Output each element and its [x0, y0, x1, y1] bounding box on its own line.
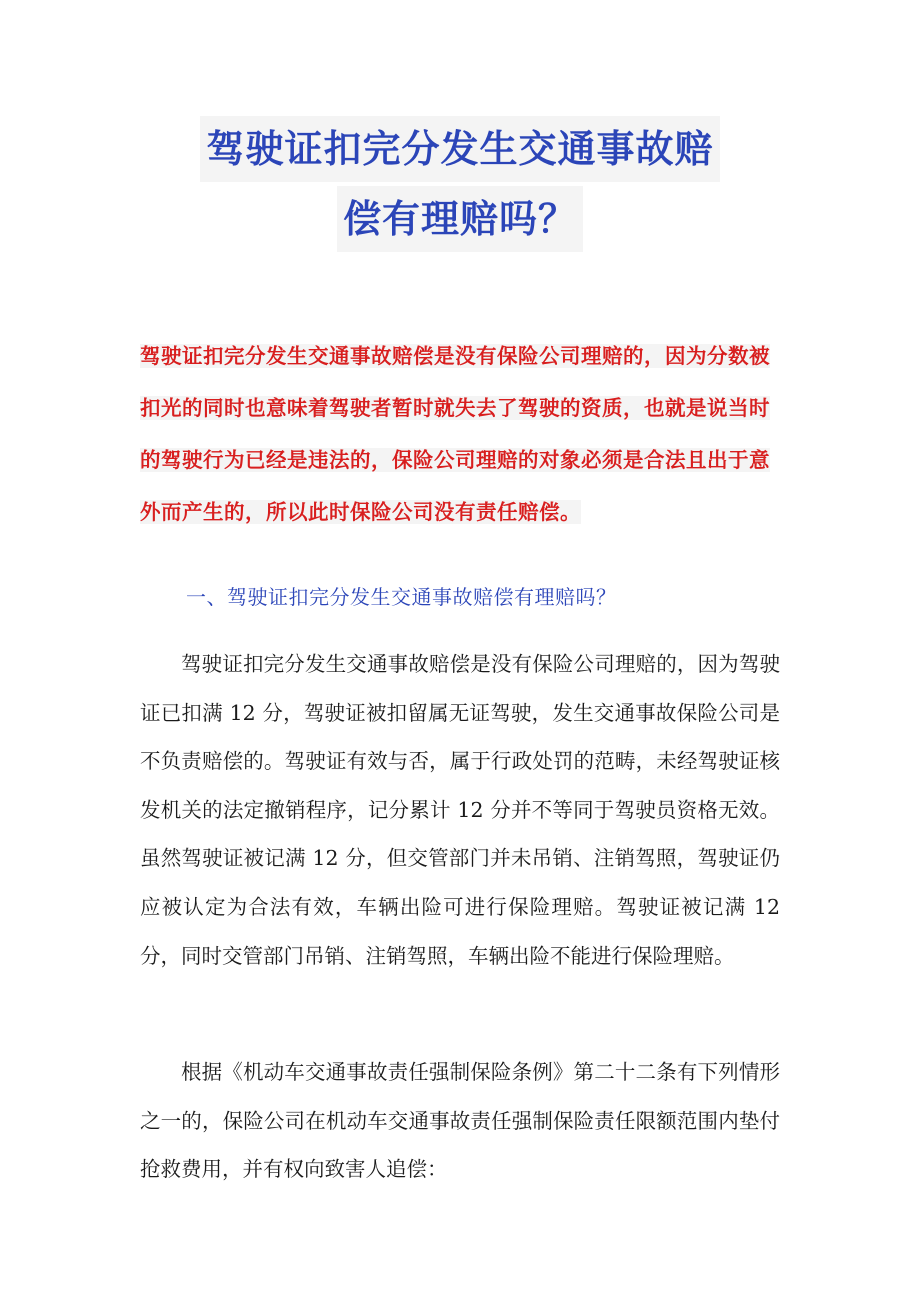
body-paragraph-2: 根据《机动车交通事故责任强制保险条例》第二十二条有下列情形之一的，保险公司在机动车交通事故责任强制保险责任限额范围内垫付抢救费用，并有权向致害人追偿： [140, 1060, 780, 1182]
title-line-2: 偿有理赔吗？ [337, 186, 583, 252]
body-paragraph-1: 驾驶证扣完分发生交通事故赔偿是没有保险公司理赔的，因为驾驶证已扣满 12 分，驾驶证被扣留属无证驾驶，发生交通事故保险公司是不负责赔偿的。驾驶证有效与否，属于行政处罚的范畴，未经驾驶证核发机关的法定撤销程序，记分累计 12 分并不等同于驾驶员资格无效。虽然驾驶证被记满 12 分，但交管部门并未吊销、注销驾照，驾驶证仍应被认定为合法有效，车辆出险可进行保险理赔。驾驶证被记满 12 分，同时交管部门吊销、注销驾照，车辆出险不能进行保险理赔。 [140, 652, 780, 968]
page-title [150, 116, 770, 252]
summary-text: 驾驶证扣完分发生交通事故赔偿是没有保险公司理赔的，因为分数被扣光的同时也意味着驾驶者暂时就失去了驾驶的资质，也就是说当时的驾驶行为已经是违法的，保险公司理赔的对象必须是合法且出于意外而产生的，所以此时保险公司没有责任赔偿。 [140, 344, 770, 524]
summary-block [140, 330, 780, 538]
section-heading: 一、驾驶证扣完分发生交通事故赔偿有理赔吗？ [186, 585, 617, 609]
title-line-1: 驾驶证扣完分发生交通事故赔 [200, 116, 719, 182]
